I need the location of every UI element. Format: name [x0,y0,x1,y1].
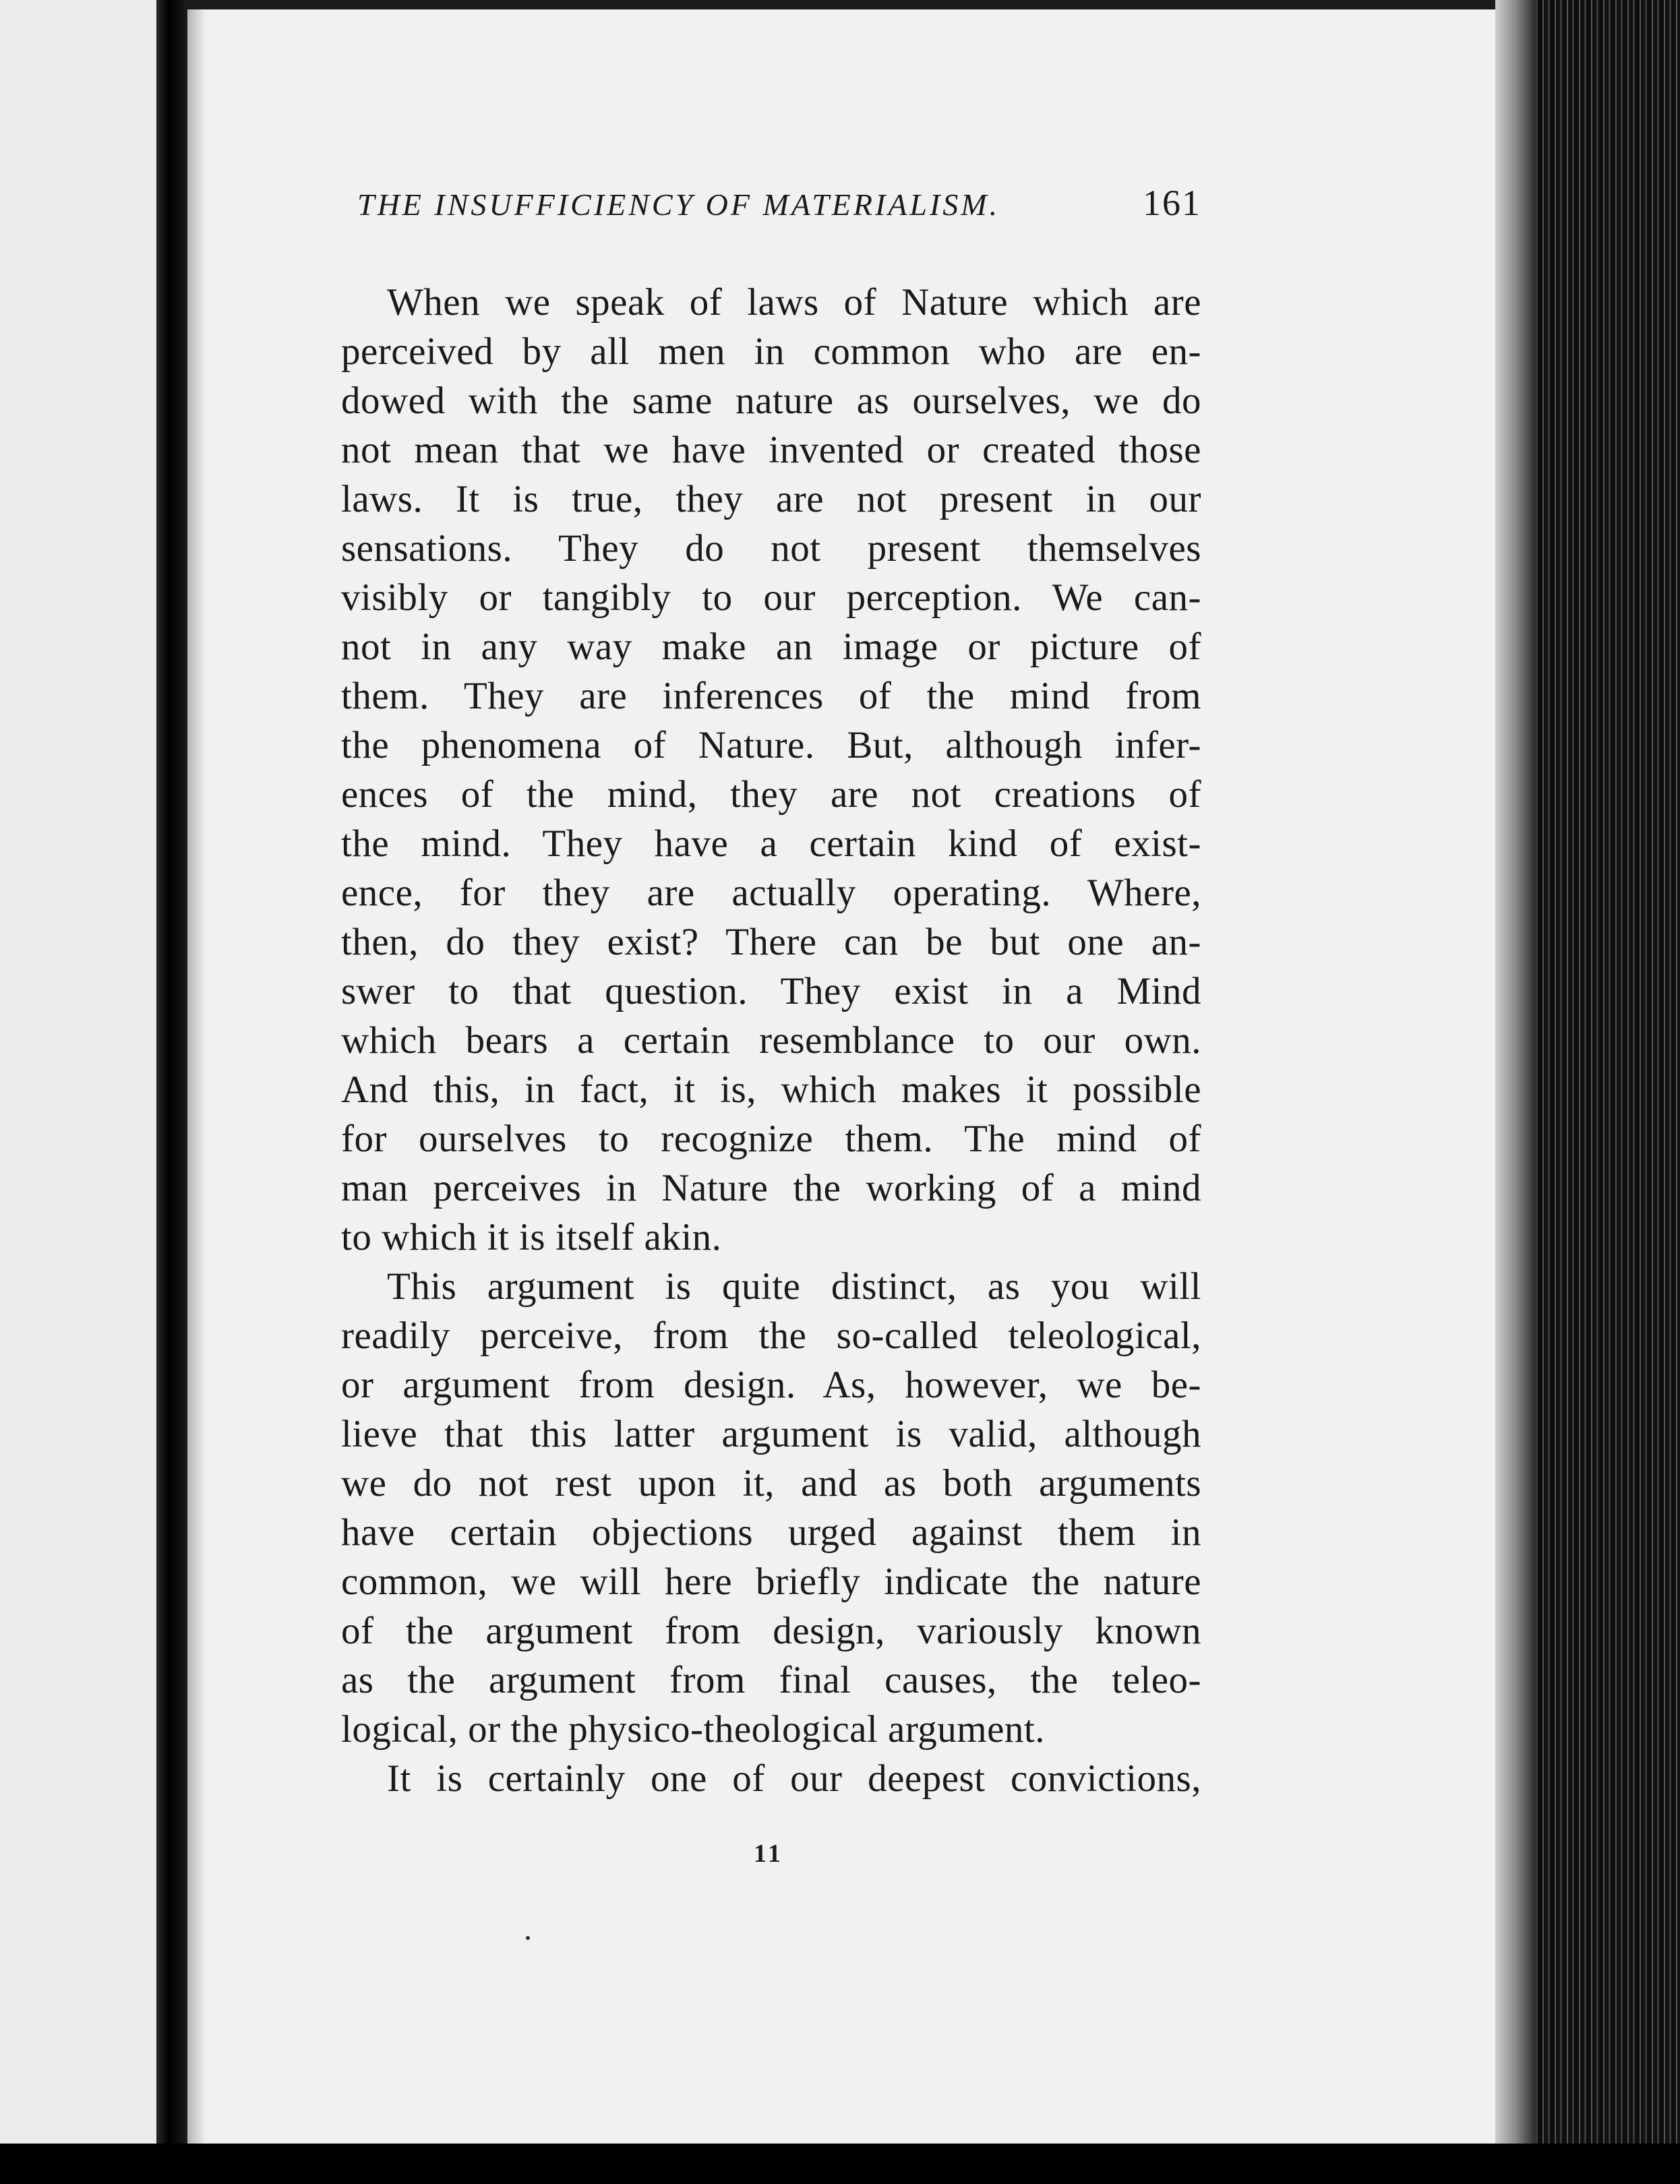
text-line: logical, or the physico-theological argument. [341,1708,1045,1751]
text-line: perceived by all men in common who are en- [341,330,1201,373]
page-number: 161 [1143,183,1201,223]
page-shadow [187,0,206,2184]
text-line: ence, for they are actually operating. Where, [341,872,1201,914]
scan-top-border [187,0,1495,9]
running-title: THE INSUFFICIENCY OF MATERIALISM. [357,187,1000,222]
scan-speck [526,1936,530,1940]
page-stack-edge [1495,0,1536,2184]
text-line: we do not rest upon it, and as both arguments [341,1462,1201,1505]
text-line: the phenomena of Nature. But, although infer- [341,724,1201,766]
text-line: man perceives in Nature the working of a mind [341,1167,1201,1209]
text-line: not in any way make an image or picture of [341,626,1201,668]
text-line: of the argument from design, variously known [341,1610,1201,1652]
text-line: for ourselves to recognize them. The mind of [341,1118,1201,1160]
text-line: It is certainly one of our deepest convictions, [387,1757,1201,1800]
text-line: And this, in fact, it is, which makes it possible [341,1068,1201,1111]
text-line: When we speak of laws of Nature which are [387,281,1201,324]
text-line: which bears a certain resemblance to our own. [341,1019,1201,1062]
running-head [357,182,1201,243]
text-line: not mean that we have invented or created those [341,429,1201,471]
text-line: visibly or tangibly to our perception. We can- [341,576,1201,619]
text-line: laws. It is true, they are not present in our [341,478,1201,520]
text-line: ences of the mind, they are not creations of [341,773,1201,816]
text-line: then, do they exist? There can be but one an- [341,921,1201,963]
text-line: have certain objections urged against them in [341,1511,1201,1554]
text-line: lieve that this latter argument is valid, although [341,1413,1201,1455]
text-line: the mind. They have a certain kind of exist- [341,822,1201,865]
scan-bottom-border [0,2144,1680,2184]
previous-page-edge [0,0,156,2184]
text-line: or argument from design. As, however, we be- [341,1364,1201,1406]
text-line: swer to that question. They exist in a Mind [341,970,1201,1012]
book-gutter [156,0,187,2184]
text-line: as the argument from final causes, the teleo- [341,1659,1201,1701]
signature-mark: 11 [754,1840,783,1868]
body-text [341,278,1201,1803]
text-line: dowed with the same nature as ourselves, we do [341,380,1201,422]
text-line: to which it is itself akin. [341,1216,722,1258]
text-line: This argument is quite distinct, as you will [387,1265,1201,1308]
text-line: common, we will here briefly indicate the nature [341,1560,1201,1603]
page-text-block [341,182,1201,1803]
book-fore-edge [1495,0,1680,2184]
text-line: sensations. They do not present themselves [341,527,1201,570]
text-line: them. They are inferences of the mind from [341,675,1201,717]
text-line: readily perceive, from the so-called teleological, [341,1314,1201,1357]
